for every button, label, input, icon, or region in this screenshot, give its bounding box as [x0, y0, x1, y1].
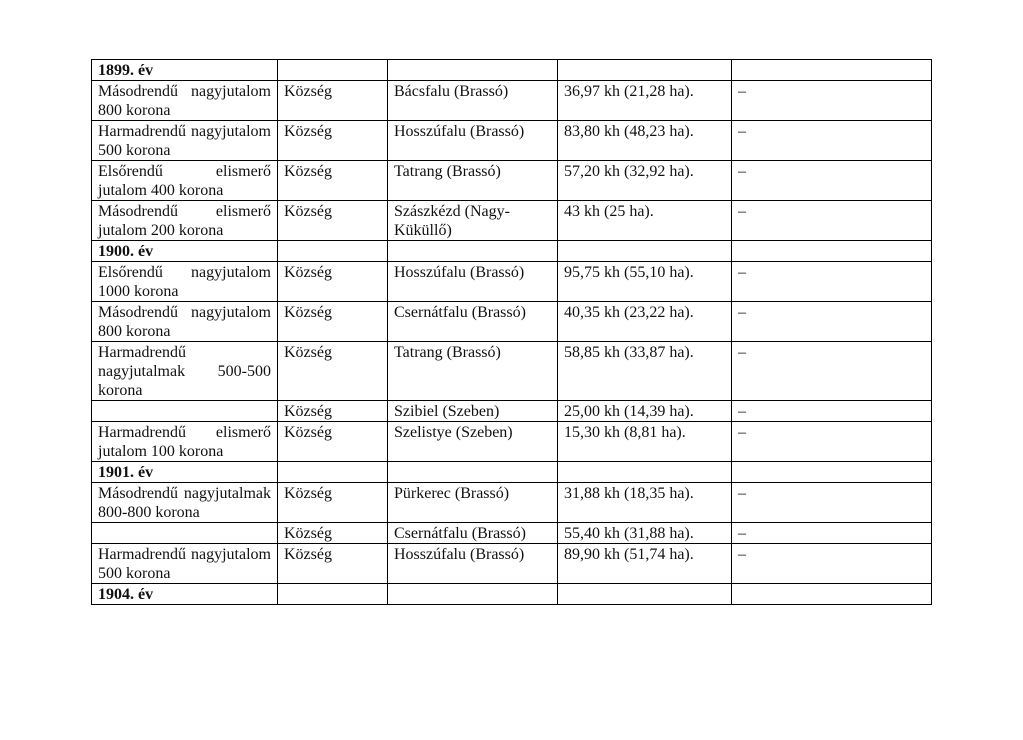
place-cell: Hosszúfalu (Brassó): [388, 262, 558, 302]
table-row: [92, 422, 932, 462]
area-cell: 25,00 kh (14,39 ha).: [558, 401, 732, 422]
table-body: [92, 60, 932, 605]
place-cell: Hosszúfalu (Brassó): [388, 544, 558, 584]
empty-cell: [388, 241, 558, 262]
area-cell: 95,75 kh (55,10 ha).: [558, 262, 732, 302]
year-row: [92, 584, 932, 605]
note-cell: –: [732, 342, 932, 401]
year-heading: 1899. év: [92, 60, 278, 81]
place-cell: Szászkézd (Nagy-Küküllő): [388, 201, 558, 241]
note-cell: –: [732, 121, 932, 161]
area-cell: 89,90 kh (51,74 ha).: [558, 544, 732, 584]
empty-cell: [388, 462, 558, 483]
note-cell: –: [732, 401, 932, 422]
table-row: [92, 483, 932, 523]
table-row: [92, 342, 932, 401]
type-cell: Község: [278, 302, 388, 342]
empty-cell: [278, 241, 388, 262]
note-cell: –: [732, 81, 932, 121]
year-row: [92, 241, 932, 262]
award-cell: Másodrendű nagyjutalom 800 korona: [92, 302, 278, 342]
empty-cell: [732, 584, 932, 605]
empty-cell: [388, 60, 558, 81]
area-cell: 83,80 kh (48,23 ha).: [558, 121, 732, 161]
place-cell: Tatrang (Brassó): [388, 161, 558, 201]
award-cell: Elsőrendű nagyjutalom 1000 korona: [92, 262, 278, 302]
award-cell: Másodrendű nagyjutalmak 800-800 korona: [92, 483, 278, 523]
area-cell: 58,85 kh (33,87 ha).: [558, 342, 732, 401]
empty-cell: [558, 462, 732, 483]
table-row: [92, 81, 932, 121]
place-cell: Tatrang (Brassó): [388, 342, 558, 401]
empty-cell: [732, 462, 932, 483]
area-cell: 31,88 kh (18,35 ha).: [558, 483, 732, 523]
type-cell: Község: [278, 161, 388, 201]
type-cell: Község: [278, 262, 388, 302]
note-cell: –: [732, 201, 932, 241]
note-cell: –: [732, 483, 932, 523]
table-row: [92, 262, 932, 302]
award-cell: Elsőrendű elismerő jutalom 400 korona: [92, 161, 278, 201]
table-row: [92, 544, 932, 584]
empty-cell: [278, 462, 388, 483]
note-cell: –: [732, 262, 932, 302]
empty-cell: [732, 60, 932, 81]
table-row: [92, 161, 932, 201]
place-cell: Szelistye (Szeben): [388, 422, 558, 462]
note-cell: –: [732, 161, 932, 201]
note-cell: –: [732, 544, 932, 584]
award-cell: Harmadrendű nagyjutalom 500 korona: [92, 121, 278, 161]
prize-table: [91, 59, 932, 605]
place-cell: Pürkerec (Brassó): [388, 483, 558, 523]
award-cell: Harmadrendű nagyjutalmak 500-500 korona: [92, 342, 278, 401]
note-cell: –: [732, 302, 932, 342]
area-cell: 55,40 kh (31,88 ha).: [558, 523, 732, 544]
place-cell: Bácsfalu (Brassó): [388, 81, 558, 121]
year-heading: 1900. év: [92, 241, 278, 262]
type-cell: Község: [278, 523, 388, 544]
note-cell: –: [732, 422, 932, 462]
type-cell: Község: [278, 121, 388, 161]
note-cell: –: [732, 523, 932, 544]
type-cell: Község: [278, 544, 388, 584]
award-cell: Másodrendű nagyjutalom 800 korona: [92, 81, 278, 121]
award-cell: Harmadrendű elismerő jutalom 100 korona: [92, 422, 278, 462]
area-cell: 43 kh (25 ha).: [558, 201, 732, 241]
type-cell: Község: [278, 342, 388, 401]
award-cell: Másodrendű elismerő jutalom 200 korona: [92, 201, 278, 241]
place-cell: Szibiel (Szeben): [388, 401, 558, 422]
year-row: [92, 60, 932, 81]
table-row: [92, 523, 932, 544]
empty-cell: [732, 241, 932, 262]
place-cell: Hosszúfalu (Brassó): [388, 121, 558, 161]
type-cell: Község: [278, 81, 388, 121]
empty-cell: [558, 241, 732, 262]
year-row: [92, 462, 932, 483]
empty-cell: [278, 60, 388, 81]
area-cell: 40,35 kh (23,22 ha).: [558, 302, 732, 342]
type-cell: Község: [278, 422, 388, 462]
area-cell: 57,20 kh (32,92 ha).: [558, 161, 732, 201]
empty-cell: [278, 584, 388, 605]
empty-cell: [558, 584, 732, 605]
type-cell: Község: [278, 201, 388, 241]
type-cell: Község: [278, 401, 388, 422]
empty-cell: [388, 584, 558, 605]
award-cell: [92, 401, 278, 422]
empty-cell: [558, 60, 732, 81]
table-row: [92, 201, 932, 241]
place-cell: Csernátfalu (Brassó): [388, 523, 558, 544]
place-cell: Csernátfalu (Brassó): [388, 302, 558, 342]
area-cell: 15,30 kh (8,81 ha).: [558, 422, 732, 462]
award-cell: Harmadrendű nagyjutalom 500 korona: [92, 544, 278, 584]
year-heading: 1901. év: [92, 462, 278, 483]
year-heading: 1904. év: [92, 584, 278, 605]
table-row: [92, 302, 932, 342]
table-row: [92, 121, 932, 161]
area-cell: 36,97 kh (21,28 ha).: [558, 81, 732, 121]
award-cell: [92, 523, 278, 544]
table-row: [92, 401, 932, 422]
type-cell: Község: [278, 483, 388, 523]
